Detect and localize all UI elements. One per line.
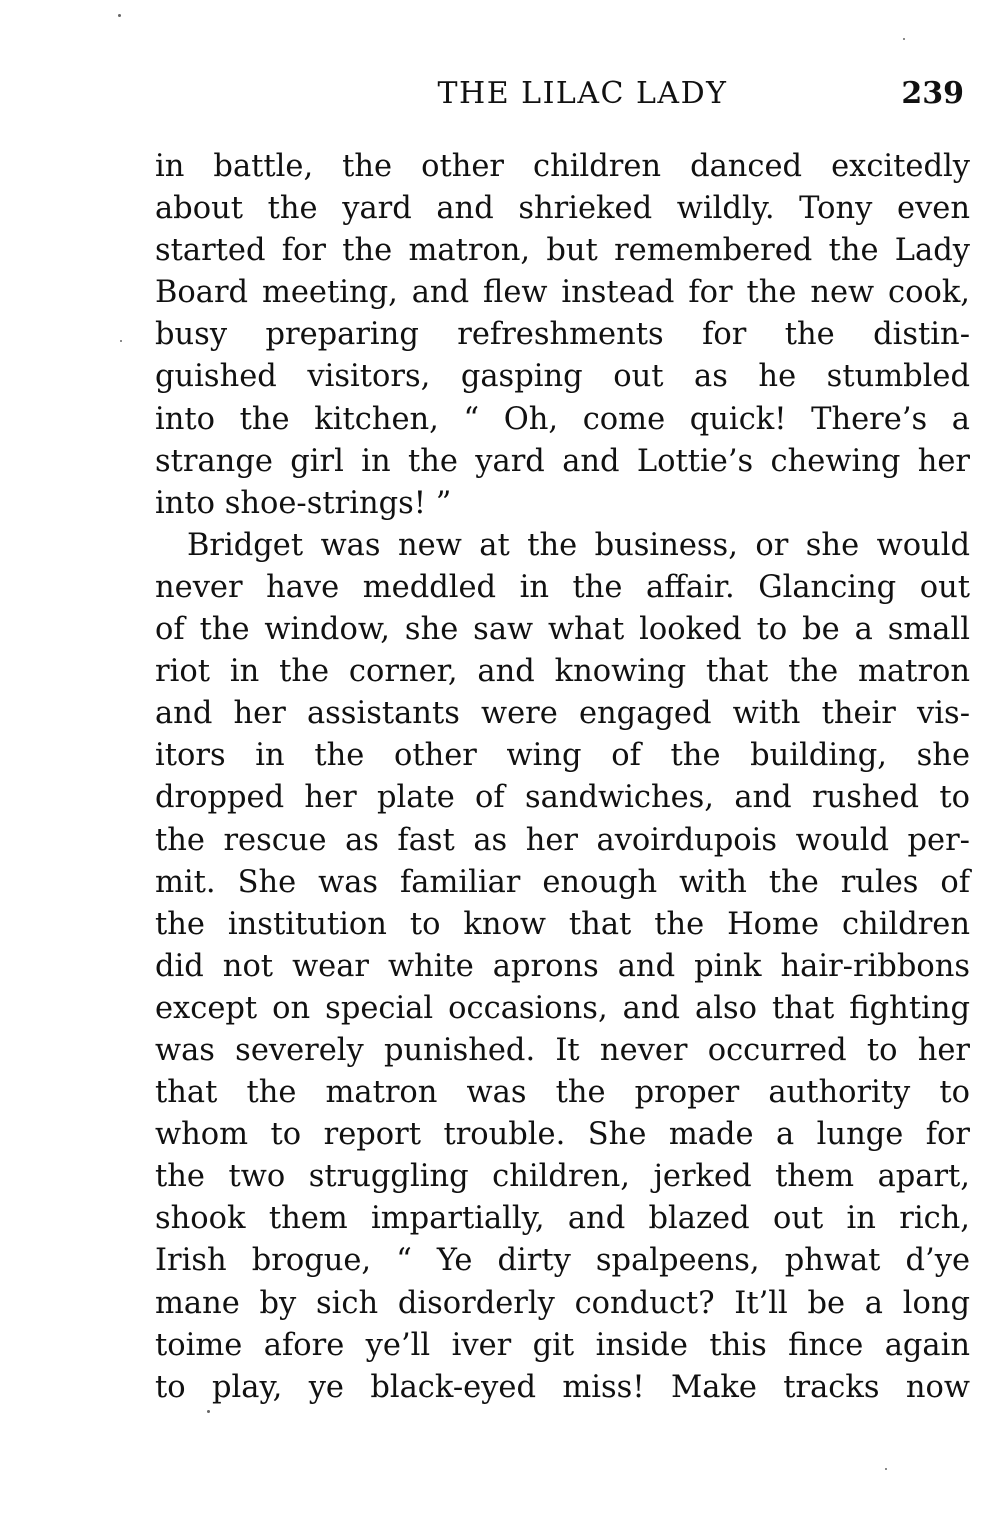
text-line: dropped her plate of sandwiches, and rushed to <box>155 780 970 816</box>
text-line: the rescue as fast as her avoirdupois would per- <box>155 822 970 858</box>
scan-speck <box>120 340 122 342</box>
text-line: into the kitchen, “ Oh, come quick! There’s a <box>155 401 970 437</box>
scan-speck <box>885 1468 887 1470</box>
running-head <box>155 74 970 118</box>
text-line: to play, ye black-eyed miss! Make tracks now <box>155 1369 970 1405</box>
text-line: that the matron was the proper authority to <box>155 1075 970 1111</box>
text-line: was severely punished. It never occurred to her <box>155 1032 970 1068</box>
text-line: started for the matron, but remembered the Lady <box>155 233 970 269</box>
text-line: the institution to know that the Home children <box>155 906 970 942</box>
text-line: Irish brogue, “ Ye dirty spalpeens, phwat d’ye <box>155 1243 970 1279</box>
text-line: riot in the corner, and knowing that the matron <box>155 654 970 690</box>
scan-speck <box>903 38 905 40</box>
text-line: in battle, the other children danced excitedly <box>155 149 970 184</box>
text-line: about the yard and shrieked wildly. Tony even <box>155 191 970 227</box>
text-line: toime afore ye’ll iver git inside this fince again <box>155 1327 970 1363</box>
text-line: whom to report trouble. She made a lunge for <box>155 1117 970 1153</box>
text-line: guished visitors, gasping out as he stumbled <box>155 359 970 395</box>
text-line: busy preparing refreshments for the distin- <box>155 317 970 353</box>
text-line: did not wear white aprons and pink hair-ribbons <box>155 948 970 984</box>
page-number: 239 <box>901 76 964 111</box>
text-line: mane by sich disorderly conduct? It’ll be a long <box>155 1285 970 1321</box>
text-line: itors in the other wing of the building, she <box>155 738 970 774</box>
text-line: except on special occasions, and also that fighting <box>155 990 970 1026</box>
text-line: into shoe-strings! ” <box>155 485 452 521</box>
text-line: of the window, she saw what looked to be a small <box>155 612 970 648</box>
scan-speck <box>118 14 121 17</box>
text-line: never have meddled in the affair. Glancing out <box>155 569 970 605</box>
running-title: THE LILAC LADY <box>437 76 728 111</box>
scan-speck <box>207 1410 210 1413</box>
body-text <box>155 146 970 1409</box>
text-line: shook them impartially, and blazed out in rich, <box>155 1201 970 1237</box>
text-line: mit. She was familiar enough with the rules of <box>155 864 970 900</box>
text-line: Bridget was new at the business, or she would <box>187 527 970 563</box>
text-line: Board meeting, and flew instead for the new cook, <box>155 275 970 311</box>
text-line: strange girl in the yard and Lottie’s chewing her <box>155 443 970 479</box>
text-line: and her assistants were engaged with their vis- <box>155 696 970 732</box>
text-line: the two struggling children, jerked them apart, <box>155 1159 970 1195</box>
